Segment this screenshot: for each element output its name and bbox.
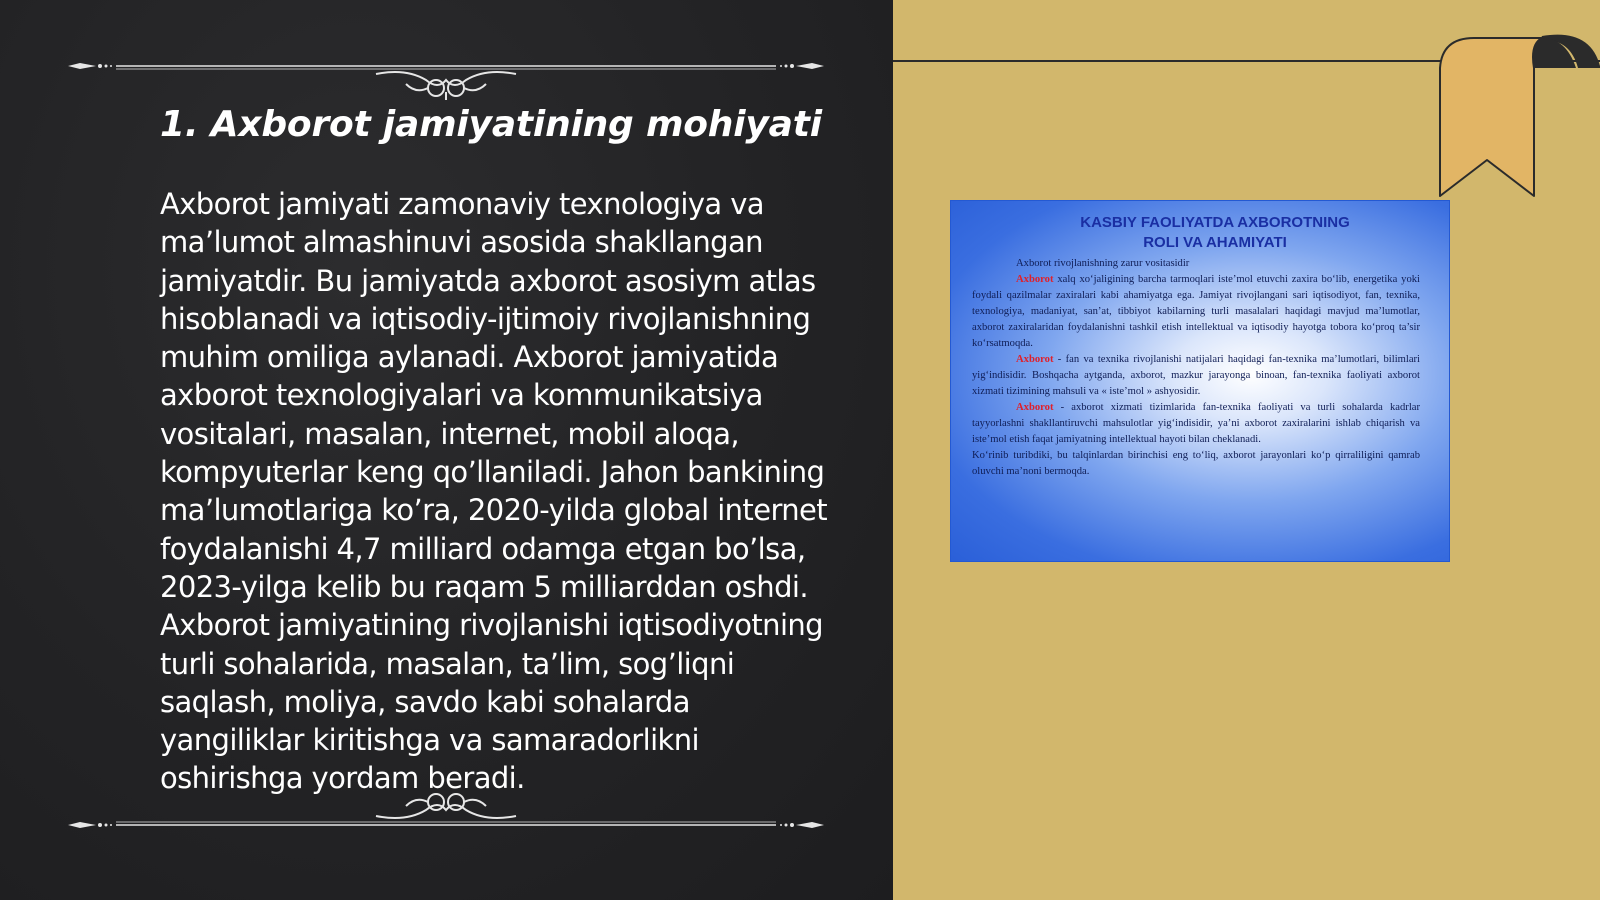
card-paragraph-3: [972, 400, 1420, 448]
card-keyword: Axborot: [1016, 274, 1054, 285]
card-paragraph-text: - fan va texnika rivojlanishi natijalari haqidagi fan-texnika ma’lumotlari, bilimlari yig‘indisidir. Boshqacha aytganda, axborot, mazkur jarayonga binoan, fan-texnika faoliyati axborot xizmati tizimining mahsuli va « iste’mol » ashyosidir.: [972, 354, 1420, 397]
card-title: [950, 213, 1450, 253]
card-title-line-1: KASBIY FAOLIYATDA AXBOROTNING: [1080, 214, 1350, 231]
card-paragraph-4: Ko‘rinib turibdiki, bu talqinlardan birinchisi eng to‘liq, axborot jarayonlari ko‘p qirraliligini qamrab oluvchi ma’noni bermoqda.: [972, 450, 1420, 477]
card-content: [972, 256, 1420, 480]
card-paragraph-2: [972, 352, 1420, 400]
slide-body-text: Axborot jamiyati zamonaviy texnologiya va ma’lumot almashinuvi asosida shakllangan jamiyatdir. Bu jamiyatda axborot asosiym atlas hisoblanadi va iqtisodiy-ijtimoiy rivojlanishning muhim omiliga aylanadi. Axborot jamiyatida axborot texnologiyalari va kommunikatsiya vositalari, masalan, internet, mobil aloqa, kompyuterlar keng qo’llaniladi. Jahon bankining ma’lumotlariga ko’ra, 2020-yilda global internet foydalanishi 4,7 milliard odamga etgan bo’lsa, 2023-yilga kelib bu raqam 5 milliarddan oshdi. Axborot jamiyatining rivojlanishi iqtisodiyotning turli sohalarida, masalan, ta’lim, sog’liqni saqlash, moliya, savdo kabi sohalarda yangiliklar kiritishga va samaradorlikni oshirishga yordam beradi.: [160, 187, 828, 796]
card-paragraph-text: xalq xo‘jaligining barcha tarmoqlari iste’mol etuvchi zaxira bo‘lib, energetika yoki foydali qazilmalar zaxiralari kabi ahamiyatga ega. Jamiyat rivojlangani sari iqtisodiyot, fan, texnika, texnologiya, madaniyat, san’at, tibbiyot kabilarning turli masalalari haqidagi mavjud ma’lumotlar, axborot zaxiralaridan foydalanishni tashkil etish intellektual va iqtisodiy hayotga tobora ko‘proq ta’sir ko‘rsatmoqda.: [972, 274, 1420, 349]
bookmark-ribbon-icon: [1430, 30, 1600, 200]
card-paragraph-text: - axborot xizmati tizimlarida fan-texnika faoliyati va turli sohalarda kadrlar tayyorlashni shakllantiruvchi mahsulotlar yig‘indisidir, ya’ni axborot zaxiralarini ishlab chiqarish va iste’mol etish faqat jamiyatning intellektual hayoti bilan cheklanadi.: [972, 402, 1420, 445]
card-title-line-2: ROLI VA AHAMIYATI: [1143, 234, 1287, 251]
card-intro: Axborot rivojlanishning zarur vositasidir: [1016, 258, 1190, 269]
top-ornament-divider: [66, 40, 826, 100]
info-card-image: [950, 200, 1450, 562]
card-keyword: Axborot: [1016, 402, 1054, 413]
card-paragraph-1: [972, 272, 1420, 352]
slide-title: 1. Axborot jamiyatining mohiyati: [160, 104, 822, 145]
card-keyword: Axborot: [1016, 354, 1054, 365]
